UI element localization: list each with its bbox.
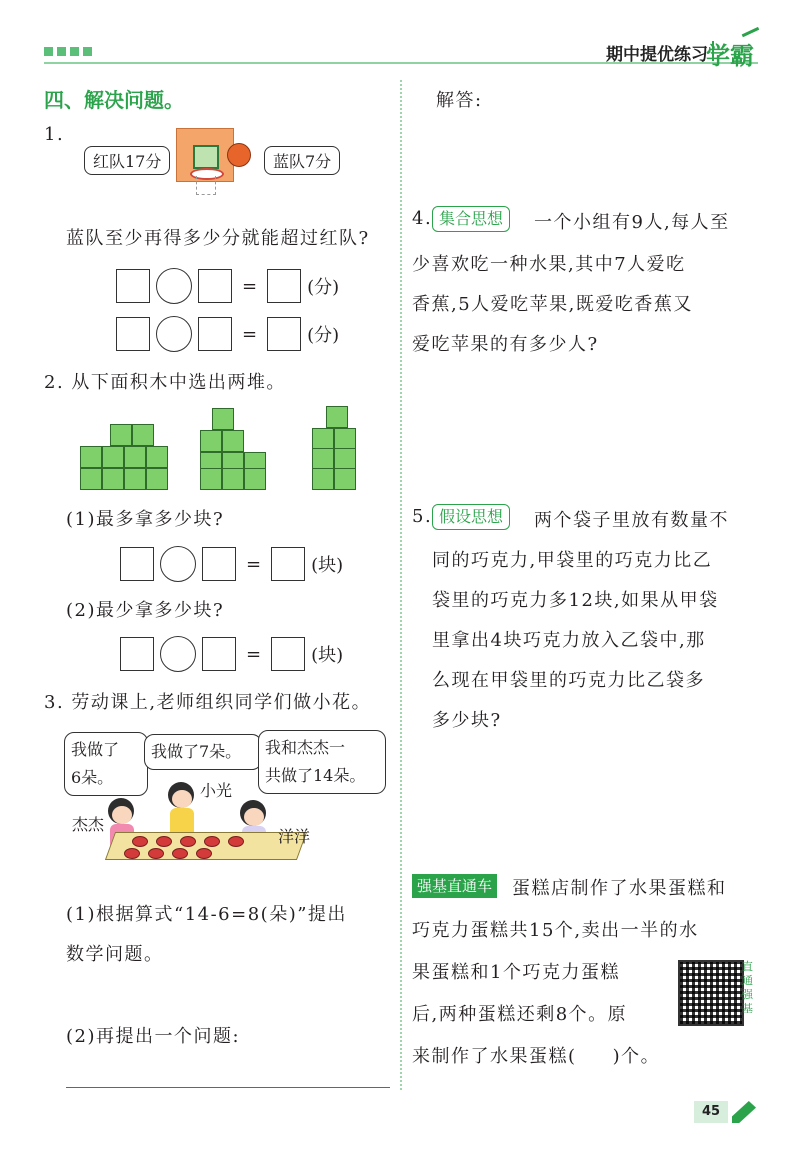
- q4-line3: 香蕉,5人爱吃苹果,既爱吃香蕉又: [412, 294, 693, 315]
- name-label-jiejie: 杰杰: [72, 815, 105, 834]
- q1-equation-1: [116, 268, 339, 304]
- unit-label: (块): [311, 645, 344, 666]
- page-number: 45: [694, 1101, 728, 1123]
- speech-bubble-left: [64, 732, 148, 796]
- q2-prompt: 2. 从下面积木中选出两堆。: [44, 372, 286, 393]
- bonus-tag: [412, 874, 497, 898]
- pencil-icon: [732, 1101, 756, 1123]
- blank-box[interactable]: [120, 547, 154, 581]
- bubble-text: 我做了7朵。: [151, 742, 242, 761]
- equals-sign: =: [246, 643, 262, 665]
- unit-label: (分): [307, 277, 340, 298]
- bubble-text: 我做了: [71, 740, 120, 759]
- bubble-text: 共做了14朵。: [265, 766, 366, 785]
- q1-equation-2: [116, 316, 339, 352]
- bonus-tag-label: 强基直通车: [412, 874, 497, 898]
- block-pile-2: [200, 408, 280, 490]
- header-decoration: [44, 47, 92, 56]
- blank-box[interactable]: [116, 317, 150, 351]
- q5-number: 5.: [412, 506, 433, 527]
- q1-question: 蓝队至少再得多少分就能超过红队?: [66, 228, 370, 249]
- header-title: 期中提优练习: [606, 45, 708, 65]
- operator-circle[interactable]: [160, 636, 196, 672]
- q2-sub2: (2)最少拿多少块?: [66, 600, 225, 621]
- q1-number: 1.: [44, 124, 65, 145]
- q5-line2: 同的巧克力,甲袋里的巧克力比乙: [432, 550, 713, 571]
- equals-sign: =: [246, 553, 262, 575]
- name-label-yangyang: 洋洋: [278, 827, 311, 846]
- bonus-line5: 来制作了水果蛋糕( )个。: [412, 1046, 661, 1067]
- q4-line1: 一个小组有9人,每人至: [534, 212, 730, 233]
- section-title: 四、解决问题。: [44, 88, 184, 112]
- q3-sub2: (2)再提出一个问题:: [66, 1026, 241, 1047]
- answer-box[interactable]: [267, 269, 301, 303]
- speech-bubble-right: [258, 730, 386, 794]
- basketball-icon: [227, 143, 251, 167]
- operator-circle[interactable]: [156, 316, 192, 352]
- bonus-line1: 蛋糕店制作了水果蛋糕和: [512, 878, 727, 899]
- bubble-text: 我和杰杰一: [265, 738, 346, 757]
- answer-label: 解答:: [436, 90, 483, 111]
- backboard-square: [193, 145, 219, 169]
- q4-line2: 少喜欢吃一种水果,其中7人爱吃: [412, 254, 686, 275]
- answer-line[interactable]: [66, 1087, 390, 1088]
- q5-line3: 袋里的巧克力多12块,如果从甲袋: [432, 590, 719, 611]
- red-team-score: 红队17分: [84, 146, 170, 175]
- q5-tag-label: 假设思想: [432, 504, 510, 530]
- bubble-text: 6朵。: [71, 768, 114, 787]
- bonus-line4: 后,两种蛋糕还剩8个。原: [412, 1004, 628, 1025]
- blank-box[interactable]: [198, 317, 232, 351]
- q2-sub1: (1)最多拿多少块?: [66, 509, 225, 530]
- blank-box[interactable]: [202, 637, 236, 671]
- q4-tag-label: 集合思想: [432, 206, 510, 232]
- q4-tag: [432, 206, 510, 232]
- column-divider: [400, 80, 402, 1090]
- blank-box[interactable]: [116, 269, 150, 303]
- q2-equation-1: [120, 546, 343, 582]
- qr-label: 直通强基: [742, 960, 753, 1015]
- answer-box[interactable]: [267, 317, 301, 351]
- answer-box[interactable]: [271, 637, 305, 671]
- block-pile-1: [80, 420, 170, 490]
- bonus-line3: 果蛋糕和1个巧克力蛋糕: [412, 962, 620, 983]
- net-icon: [196, 176, 216, 195]
- q5-line6: 多少块?: [432, 710, 502, 731]
- equals-sign: =: [242, 323, 258, 345]
- bonus-line2: 巧克力蛋糕共15个,卖出一半的水: [412, 920, 699, 941]
- block-pile-3: [312, 406, 372, 490]
- q5-line5: 么现在甲袋里的巧克力比乙袋多: [432, 670, 705, 691]
- q5-tag: [432, 504, 510, 530]
- unit-label: (块): [311, 555, 344, 576]
- operator-circle[interactable]: [160, 546, 196, 582]
- blank-box[interactable]: [202, 547, 236, 581]
- q4-number: 4.: [412, 208, 433, 229]
- equals-sign: =: [242, 275, 258, 297]
- operator-circle[interactable]: [156, 268, 192, 304]
- q3-sub1-line2: 数学问题。: [66, 944, 164, 965]
- name-label-xiaoguang: 小光: [200, 781, 233, 800]
- blank-box[interactable]: [120, 637, 154, 671]
- unit-label: (分): [307, 325, 340, 346]
- answer-box[interactable]: [271, 547, 305, 581]
- q5-line1: 两个袋子里放有数量不: [534, 510, 729, 531]
- speech-bubble-middle: [144, 734, 262, 770]
- brand-logo: 学霸: [706, 42, 754, 70]
- q3-sub1-line1: (1)根据算式“14-6=8(朵)”提出: [66, 904, 347, 925]
- blank-box[interactable]: [198, 269, 232, 303]
- blue-team-score: 蓝队7分: [264, 146, 340, 175]
- q3-prompt: 3. 劳动课上,老师组织同学们做小花。: [44, 692, 372, 713]
- q4-line4: 爱吃苹果的有多少人?: [412, 334, 599, 355]
- q2-equation-2: [120, 636, 343, 672]
- qr-code-icon[interactable]: [678, 960, 744, 1026]
- q5-line4: 里拿出4块巧克力放入乙袋中,那: [432, 630, 706, 651]
